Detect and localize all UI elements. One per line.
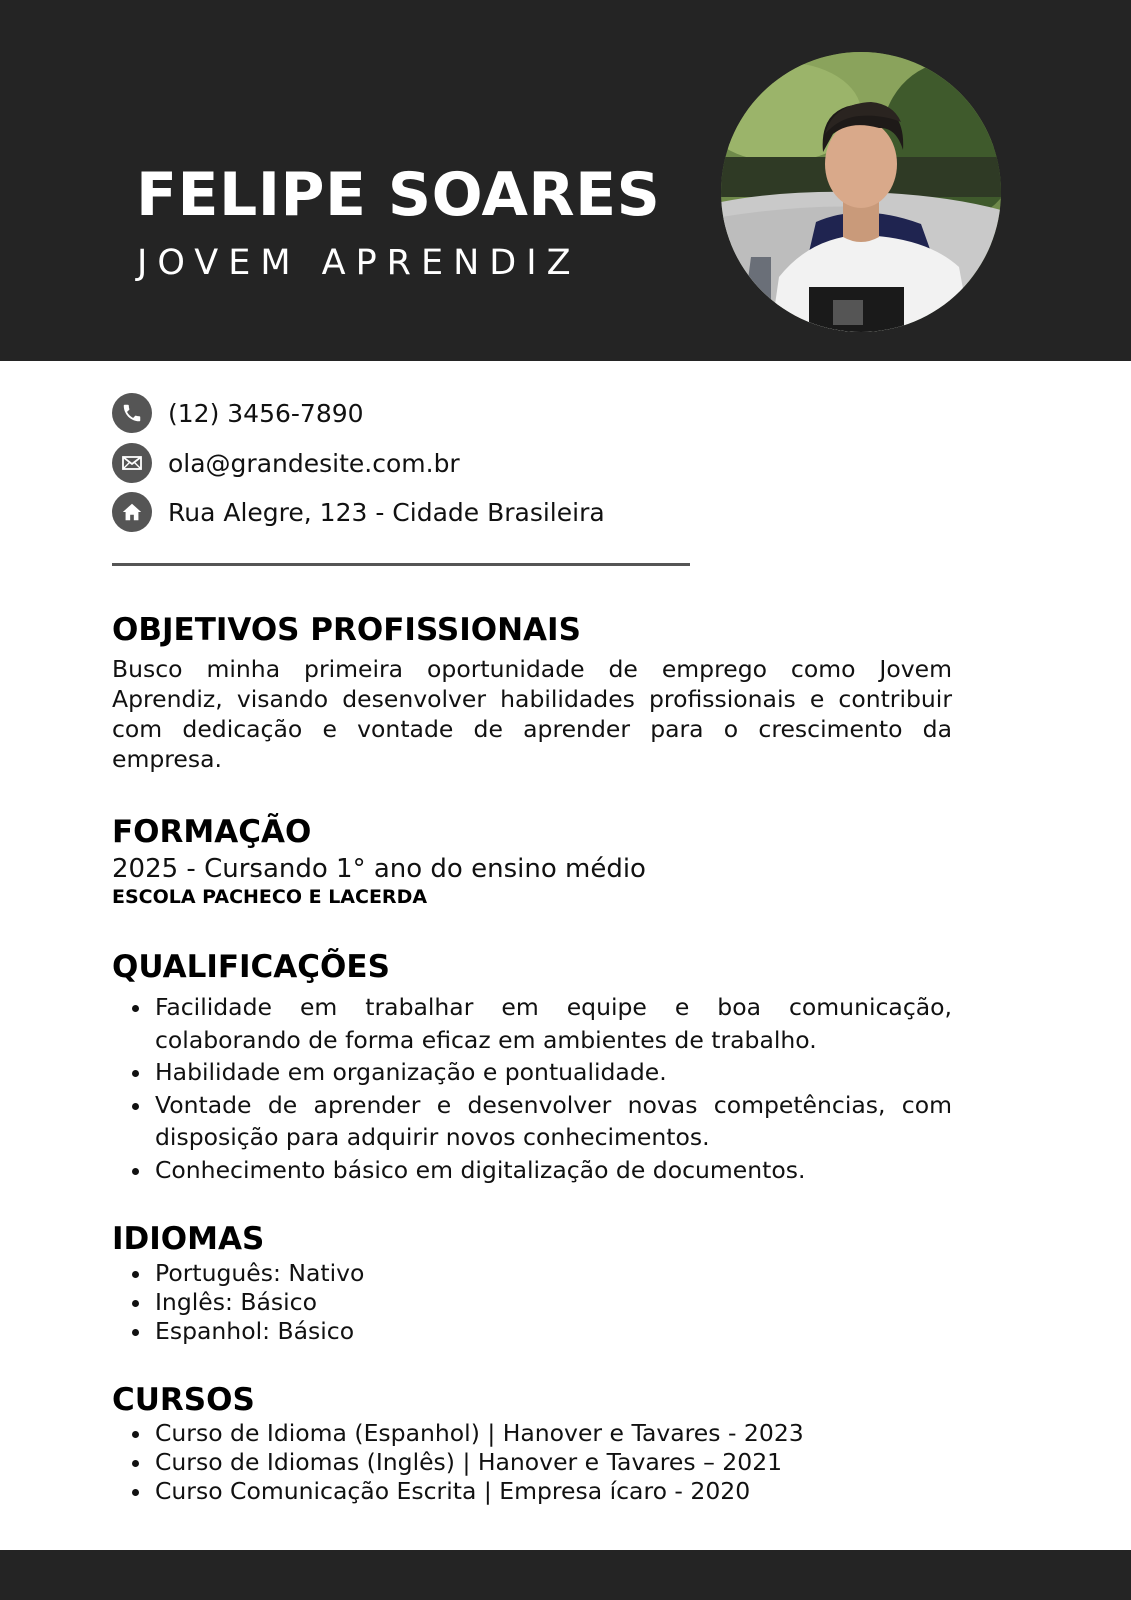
candidate-name: FELIPE SOARES	[136, 160, 661, 230]
header-banner	[0, 0, 1131, 361]
objective-text: Busco minha primeira oportunidade de emprego como Jovem Aprendiz, visando desenvolver habilidades profissionais e contribuir com dedicação e vontade de aprender para o crescimento da empresa.	[112, 655, 952, 773]
languages-list	[112, 1259, 952, 1346]
list-item: Curso de Idioma (Espanhol) | Hanover e Tavares - 2023	[112, 1419, 952, 1448]
list-item: Habilidade em organização e pontualidade.	[112, 1056, 952, 1089]
courses-list	[112, 1419, 952, 1506]
phone-text: (12) 3456-7890	[168, 398, 364, 428]
languages-title: IDIOMAS	[112, 1221, 265, 1257]
address-text: Rua Alegre, 123 - Cidade Brasileira	[168, 497, 605, 527]
qualifications-list	[112, 991, 952, 1186]
section-divider	[112, 563, 690, 566]
education-line: 2025 - Cursando 1° ano do ensino médio	[112, 854, 646, 884]
contact-email	[112, 443, 460, 483]
list-item: Facilidade em trabalhar em equipe e boa comunicação, colaborando de forma eficaz em ambientes de trabalho.	[112, 991, 952, 1056]
qualifications-title: QUALIFICAÇÕES	[112, 949, 390, 985]
list-item: Curso Comunicação Escrita | Empresa ícaro - 2020	[112, 1477, 952, 1506]
list-item: Curso de Idiomas (Inglês) | Hanover e Tavares – 2021	[112, 1448, 952, 1477]
home-icon	[112, 492, 152, 532]
profile-photo	[721, 52, 1001, 332]
contact-address	[112, 492, 605, 532]
footer-bar	[0, 1550, 1131, 1600]
list-item: Inglês: Básico	[112, 1288, 952, 1317]
education-school: ESCOLA PACHECO E LACERDA	[112, 886, 428, 908]
list-item: Português: Nativo	[112, 1259, 952, 1288]
education-title: FORMAÇÃO	[112, 814, 312, 850]
list-item: Conhecimento básico em digitalização de documentos.	[112, 1154, 952, 1187]
mail-icon	[112, 443, 152, 483]
email-text: ola@grandesite.com.br	[168, 448, 460, 478]
contact-phone	[112, 393, 364, 433]
list-item: Espanhol: Básico	[112, 1317, 952, 1346]
objective-title: OBJETIVOS PROFISSIONAIS	[112, 612, 581, 648]
courses-title: CURSOS	[112, 1382, 255, 1418]
phone-icon	[112, 393, 152, 433]
list-item: Vontade de aprender e desenvolver novas competências, com disposição para adquirir novos conhecimentos.	[112, 1089, 952, 1154]
candidate-role: JOVEM APRENDIZ	[137, 243, 581, 283]
